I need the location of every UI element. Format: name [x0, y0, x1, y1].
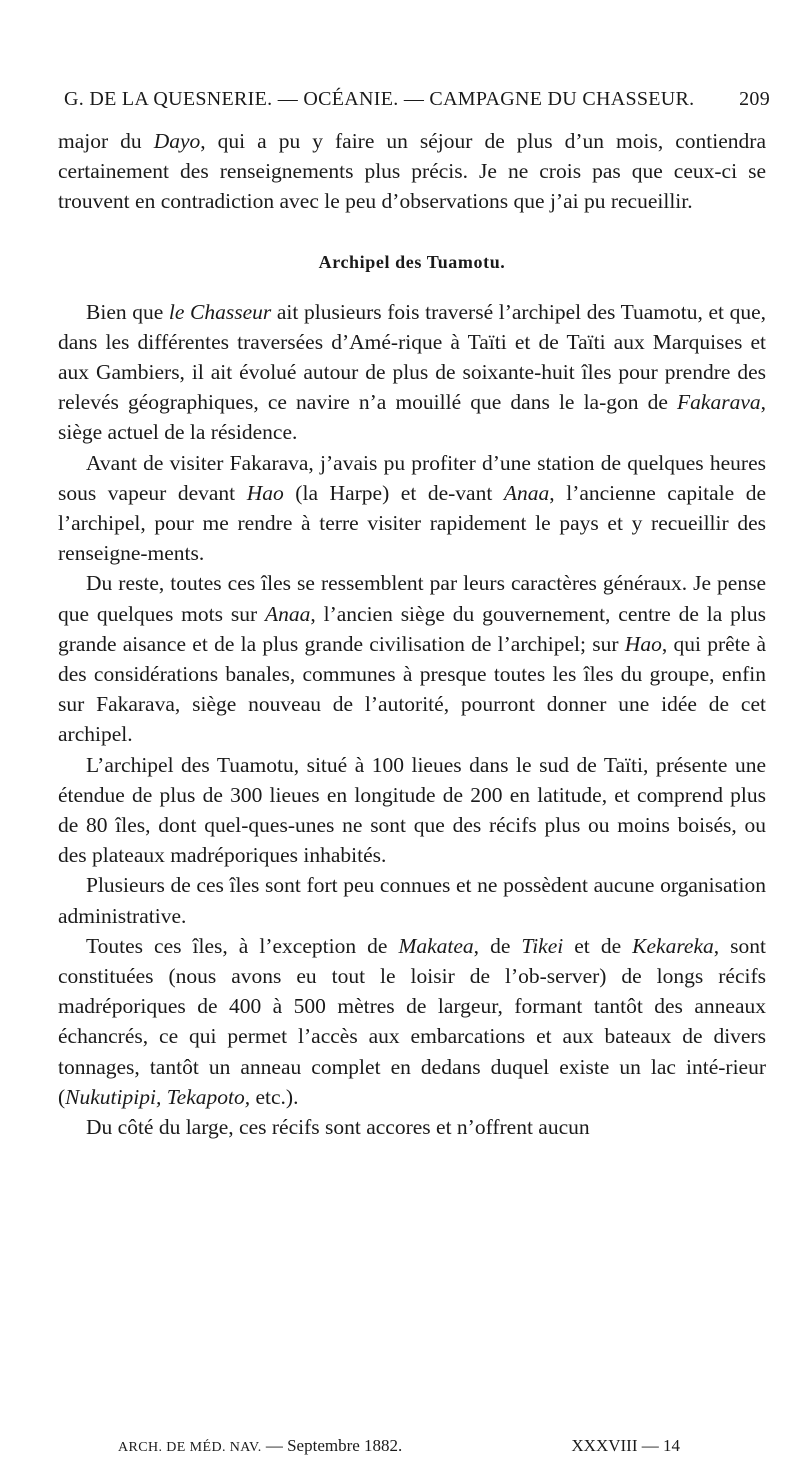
paragraph — [58, 931, 766, 1112]
section-title: Archipel des Tuamotu. — [318, 251, 506, 272]
journal-abbrev: ARCH. DE MÉD. NAV. — [118, 1440, 262, 1455]
footer-journal-date — [118, 1436, 402, 1456]
text-run: , qui prête à des considérations banales, communes à presque toutes les îles du groupe, enfin sur Fakarava, siège nouveau de l’autorité, pourront donner une idée de cet archipel. — [58, 631, 766, 747]
italic-place-name: Hao — [624, 631, 662, 656]
italic-place-name: Hao — [246, 480, 284, 505]
text-run: Toutes ces îles, à l’exception de — [86, 933, 399, 958]
paragraph — [58, 297, 766, 448]
paragraph: L’archipel des Tuamotu, situé à 100 lieues dans le sud de Taïti, présente une étendue de plus de 300 lieues en longitude de 200 en latitude, et comprend plus de 80 îles, dont quel-ques-unes ne sont que des récifs plus ou moins boisés, ou des plateaux madréporiques inhabités. — [58, 752, 766, 868]
italic-ship-name: Dayo — [153, 129, 201, 153]
text-run: et de — [563, 933, 633, 958]
italic-place-names: Nukutipipi, Tekapoto, — [65, 1084, 251, 1109]
text-run: ait plusieurs fois traversé l’archipel des Tuamotu, et que, dans les différentes traversées d’Amé-rique à Taïti et de Taïti aux Marquises et aux Gambiers, il ait évolué autour de plus de soixante-huit îles pour prendre des relevés géographiques, ce navire n’a mouillé que dans le la-gon de — [58, 299, 767, 415]
paragraph-continuation — [58, 126, 766, 217]
text-run: Bien que — [86, 299, 169, 324]
italic-place-name: Anaa — [503, 480, 550, 505]
text-run: etc.). — [250, 1084, 299, 1109]
text-run: , siège actuel de la résidence. — [58, 390, 766, 445]
italic-place-name: Makatea — [398, 933, 474, 958]
text-run: , l’ancien siège du gouvernement, centre de la plus grande aisance et de la plus grande civilisation de l’archipel; sur — [58, 601, 767, 656]
paragraph: Plusieurs de ces îles sont fort peu connues et ne possèdent aucune organisation administrative. — [58, 873, 766, 928]
running-title: G. DE LA QUESNERIE. — OCÉANIE. — CAMPAGNE DU CHASSEUR. — [64, 88, 695, 110]
body-text — [58, 126, 766, 1142]
running-head — [64, 88, 770, 118]
italic-ship-name: le Chasseur — [168, 299, 272, 324]
page-number: 209 — [739, 88, 770, 110]
italic-place-name: Kekareka — [632, 933, 714, 958]
text-run: (la Harpe) et de-vant — [283, 480, 504, 505]
issue-date: Septembre 1882. — [287, 1436, 403, 1455]
paragraph — [58, 568, 766, 749]
text-run: , de — [473, 933, 522, 958]
footer-dash: — — [261, 1436, 288, 1455]
text-run: , qui a pu y faire un séjour de plus d’un mois, contiendra certainement des renseignements plus précis. Je ne crois pas que ceux-ci se trouvent en contradiction avec le peu d’observations que j’ai pu recueillir. — [58, 129, 766, 214]
text-run: major du — [58, 129, 154, 153]
text-run: , sont constituées (nous avons eu tout le loisir de l’ob-server) de longs récifs madréporiques de 400 à 500 mètres de largeur, formant tantôt des anneaux échancrés, ce qui permet l’accès aux embarcations et aux bateaux de divers tonnages, tantôt un anneau complet en dedans duquel existe un lac inté-rieur ( — [58, 933, 767, 1109]
volume-signature: XXXVIII — 14 — [571, 1436, 680, 1455]
text-run: Avant de visiter Fakarava, j’avais pu profiter d’une station de quelques heures sous vapeur devant — [58, 450, 766, 505]
italic-place-name: Anaa — [264, 601, 311, 626]
text-run: Du reste, toutes ces îles se ressemblent par leurs caractères généraux. Je pense que quelques mots sur — [58, 571, 766, 626]
page-footer — [118, 1436, 680, 1460]
italic-place-name: Tikei — [521, 933, 564, 958]
italic-place-name: Fakarava — [677, 390, 761, 415]
paragraph — [58, 448, 766, 569]
paragraph: Du côté du large, ces récifs sont accores et n’offrent aucun — [86, 1115, 590, 1140]
text-run: , l’ancienne capitale de l’archipel, pour me rendre à terre visiter rapidement le pays et y recueillir des renseigne-ments. — [58, 480, 766, 566]
